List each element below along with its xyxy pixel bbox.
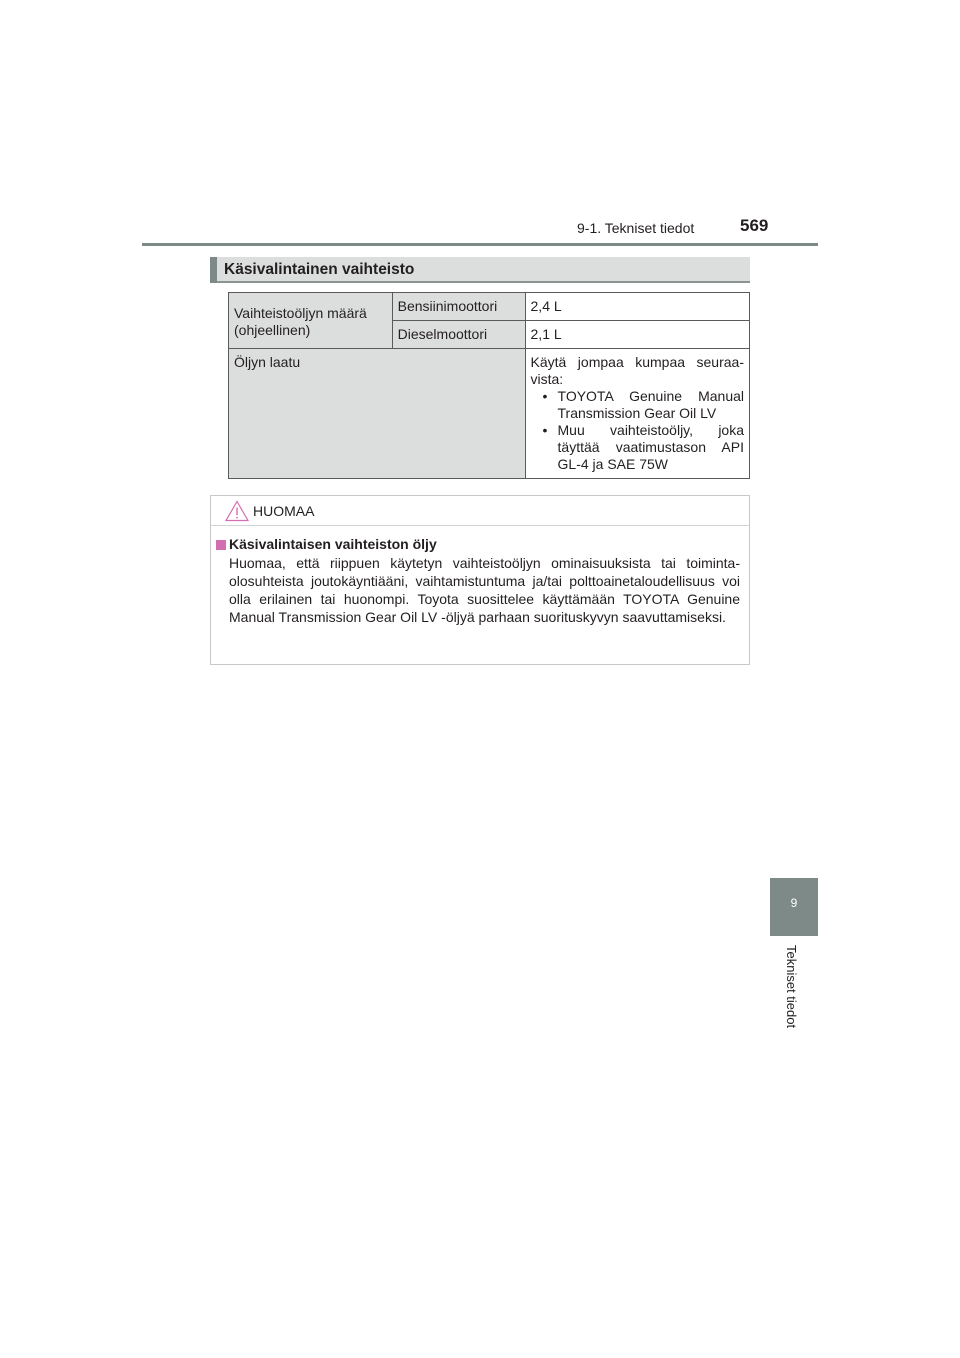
section-title-accent — [210, 257, 217, 283]
page-number: 569 — [740, 216, 769, 235]
diesel-engine-value: 2,1 L — [525, 321, 749, 349]
oil-quality-value — [525, 349, 749, 479]
notice-header — [211, 496, 749, 526]
chapter-label: Tekniset tiedot — [784, 945, 799, 1029]
table-row — [229, 349, 750, 479]
notice-text: Huomaa, että riippuen käytetyn vaihteistoöljyn ominaisuuksista tai toiminta-olosuhteista joutokäyntiääni, vaihtamistuntuma ja/tai polttoainetaloudellisuus voi olla erilainen tai huonompi. Toyota suosittelee käyttämään TOYOTA Genuine Manual Transmission Gear Oil LV -öljyä parhaan suorituskyvyn saavuttamiseksi. — [229, 555, 740, 625]
list-item: • TOYOTA Genuine Manual Transmission Gear Oil LV — [531, 388, 744, 422]
oil-quality-list — [531, 388, 744, 473]
diesel-engine-label: Dieselmoottori — [392, 321, 525, 349]
petrol-engine-label: Bensiinimoottori — [392, 293, 525, 321]
chapter-number: 9 — [790, 896, 798, 910]
notice-label: HUOMAA — [253, 503, 315, 519]
section-header: 9-1. Tekniset tiedot — [577, 220, 695, 236]
table-row — [229, 293, 750, 321]
chapter-tab — [770, 878, 818, 936]
section-title: Käsivalintainen vaihteisto — [224, 261, 415, 278]
notice-subtitle: Käsivalintaisen vaihteiston öljy — [229, 536, 437, 552]
notice-box — [210, 495, 750, 665]
oil-quality-intro: Käytä jompaa kumpaa seuraa-vista: — [530, 354, 744, 387]
header-rule — [142, 243, 818, 246]
notice-bullet-marker — [216, 540, 226, 550]
warning-triangle-icon — [225, 500, 249, 522]
oil-amount-label: Vaihteistoöljyn määrä (ohjeellinen) — [229, 293, 393, 349]
section-title-bar — [210, 257, 750, 283]
spec-table — [228, 292, 750, 479]
list-item: • Muu vaihteistoöljy, joka täyttää vaatimustason API GL-4 ja SAE 75W — [531, 422, 744, 473]
petrol-engine-value: 2,4 L — [525, 293, 749, 321]
oil-quality-label: Öljyn laatu — [229, 349, 526, 479]
